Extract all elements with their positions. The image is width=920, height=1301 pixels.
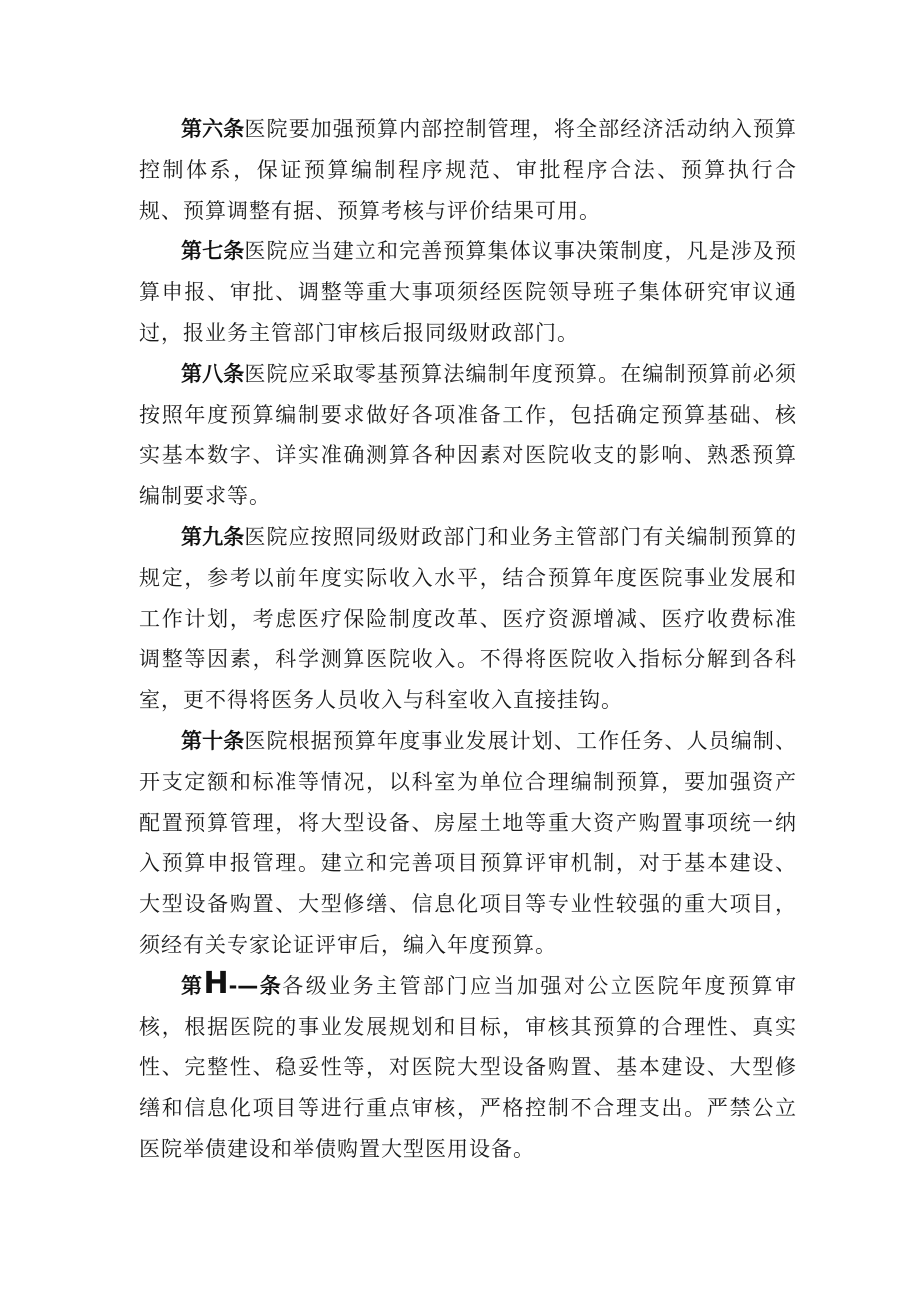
article-heading: 第九条 bbox=[181, 524, 245, 549]
article-heading-suffix: -—条 bbox=[228, 973, 283, 998]
article-text: 医院根据预算年度事业发展计划、工作任务、人员编制、开支定额和标准等情况，以科室为单位合理编制预算，要加强资产配置预算管理，将大型设备、房屋土地等重大资产购置事项统一纳入预算申报管理。建立和完善项目预算评审机制，对于基本建设、大型设备购置、大型修缮、信息化项目等专业性较强的重大项目，须经有关专家论证评审后，编入年度预算。 bbox=[139, 728, 798, 957]
article-heading: 第七条 bbox=[181, 239, 245, 264]
article-heading bbox=[181, 965, 283, 1001]
document-body bbox=[139, 109, 797, 1170]
article-text: 医院要加强预算内部控制管理，将全部经济活动纳入预算控制体系，保证预算编制程序规范、审批程序合法、预算执行合规、预算调整有据、预算考核与评价结果可用。 bbox=[139, 117, 798, 223]
article-heading: 第十条 bbox=[181, 728, 245, 753]
article-heading: 第六条 bbox=[181, 117, 245, 141]
article-10 bbox=[139, 721, 797, 966]
article-heading-prefix: 第 bbox=[181, 973, 204, 998]
article-heading: 第八条 bbox=[181, 361, 245, 386]
article-text: 医院应按照同级财政部门和业务主管部门有关编制预算的规定，参考以前年度实际收入水平，结合预算年度医院事业发展和工作计划，考虑医疗保险制度改革、医疗资源增减、医疗收费标准调整等因素，科学测算医院收入。不得将医院收入指标分解到各科室，更不得将医务人员收入与科室收入直接挂钩。 bbox=[139, 524, 798, 713]
article-text: 医院应采取零基预算法编制年度预算。在编制预算前必须按照年度预算编制要求做好各项准备工作，包括确定预算基础、核实基本数字、详实准确测算各种因素对医院收支的影响、熟悉预算编制要求等。 bbox=[139, 361, 798, 509]
article-text: 医院应当建立和完善预算集体议事决策制度，凡是涉及预算申报、审批、调整等重大事项须经医院领导班子集体研究审议通过，报业务主管部门审核后报同级财政部门。 bbox=[139, 239, 798, 345]
article-6 bbox=[139, 109, 797, 231]
article-8 bbox=[139, 354, 797, 517]
article-11 bbox=[139, 966, 797, 1170]
article-text: 各级业务主管部门应当加强对公立医院年度预算审核，根据医院的事业发展规划和目标，审核其预算的合理性、真实性、完整性、稳妥性等，对医院大型设备购置、基本建设、大型修缮和信息化项目等进行重点审核，严格控制不合理支出。严禁公立医院举债建设和举债购置大型医用设备。 bbox=[139, 973, 798, 1161]
article-9 bbox=[139, 517, 797, 721]
article-7 bbox=[139, 231, 797, 353]
article-heading-glyph: H bbox=[203, 965, 229, 1001]
